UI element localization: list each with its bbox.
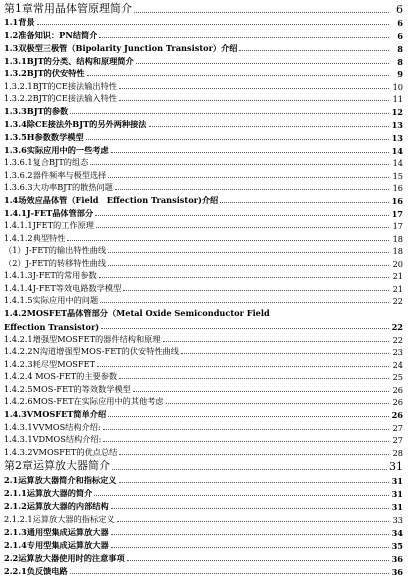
toc-entry[interactable] [4,169,403,181]
toc-page-number: 26 [392,385,403,395]
toc-entry[interactable] [4,80,403,92]
toc-entry-text: 1.3.5H参数数学模型 [4,132,84,142]
toc-entry[interactable] [4,144,403,156]
toc-entry[interactable] [4,526,403,538]
toc-entry[interactable] [4,194,403,206]
toc-entry-text: 第1章常用晶体管原理简介 [4,2,132,15]
toc-entry[interactable] [4,474,403,486]
toc-dot-leader [115,189,389,190]
toc-page-number: 17 [392,221,403,231]
toc-entry[interactable] [4,446,403,458]
toc-entry-text: 1.4.3.1VDMOS结构介绍: [4,434,102,444]
toc-page-number: 26 [391,410,403,420]
toc-page-number: 31 [389,460,403,473]
toc-dot-leader [99,37,389,38]
toc-dot-leader [136,63,389,64]
toc-dot-leader [123,290,389,291]
toc-entry[interactable] [4,421,403,433]
toc-entry[interactable] [4,358,403,370]
toc-entry-text: 1.3.6.3大功率BJT的散热问题 [4,182,113,192]
toc-dot-leader [220,202,389,203]
toc-entry[interactable] [4,433,403,445]
toc-page-number: 31 [391,502,403,512]
toc-entry[interactable] [4,29,403,41]
toc-entry-text: 2.1.3通用型集成运算放大器 [4,527,109,537]
toc-entry[interactable] [4,459,403,473]
toc-dot-leader [70,113,389,114]
toc-page-number: 6 [396,3,403,16]
toc-page-number: 25 [392,372,403,382]
toc-entry[interactable] [4,370,403,382]
toc-entry[interactable] [4,16,403,28]
toc-entry-text: 1.3.3BJT的参数 [4,106,69,116]
toc-page-number: 8 [397,57,403,67]
toc-entry-text: 1.4.1.4J-FET等效电路数学模型 [4,283,122,293]
toc-page-number: 36 [391,567,403,577]
toc-page-number: 13 [391,133,403,143]
toc-page-number: 22 [392,335,403,345]
toc-entry[interactable] [4,244,403,256]
toc-page-number: 31 [391,476,403,486]
toc-page-number: 18 [392,246,403,256]
toc-dot-leader [103,441,389,442]
toc-entry-text: 1.2准备知识：PN结简介 [4,30,98,40]
toc-page-number: 17 [391,209,403,219]
toc-page-number: 18 [392,234,403,244]
toc-dot-leader [101,328,389,329]
toc-entry-text: 第2章运算放大器简介 [4,459,110,472]
toc-page-number: 21 [392,284,403,294]
toc-entry-text: 1.3双极型三极管（Bipolarity Junction Transistor）介绍 [4,43,238,53]
toc-entry[interactable] [4,383,403,395]
toc-page-number: 22 [391,322,403,332]
toc-page-number: 27 [392,423,403,433]
toc-page-number: 20 [392,259,403,269]
toc-entry-text: 1.4.2.2N沟道增强型MOS-FET的伏安特性曲线 [4,346,179,356]
toc-entry[interactable] [4,2,403,16]
toc-entry[interactable] [4,219,403,231]
toc-dot-leader [181,353,389,354]
toc-entry-text: 1.3.1BJT的分类、结构和原理简介 [4,56,134,66]
toc-entry-text: 1.4.3VMOSFET简单介绍 [4,409,107,419]
toc-entry[interactable] [4,320,403,332]
toc-entry-text: 2.2运算放大器使用时的注意事项 [4,553,125,563]
toc-page-number: 36 [391,554,403,564]
toc-entry-text: 1.3.6.1复合BJT的组态 [4,157,89,167]
toc-entry[interactable] [4,156,403,168]
toc-dot-leader [117,521,389,522]
toc-entry[interactable] [4,500,403,512]
toc-entry-text: 2.1.1运算放大器的简介 [4,488,93,498]
toc-entry[interactable] [4,282,403,294]
toc-page-number: 24 [392,360,403,370]
toc-page-number: 12 [391,107,403,117]
toc-entry-text: （1）J-FET的输出特性曲线 [4,245,107,255]
toc-page-number: 6 [397,18,403,28]
toc-dot-leader [119,88,389,89]
toc-dot-leader [149,126,390,127]
toc-dot-leader [67,240,389,241]
toc-dot-leader [100,302,389,303]
toc-entry[interactable] [4,565,403,577]
toc-entry[interactable] [4,333,403,345]
toc-entry-text: 2.1.4专用型集成运算放大器 [4,540,109,550]
toc-entry-text: 1.3.2.2BJT的CE接法输入特性 [4,93,117,103]
toc-dot-leader [134,12,389,13]
toc-entry-text: 1.4.1.3J-FET的常用参数 [4,270,97,280]
toc-entry[interactable] [4,487,403,499]
toc-entry-text: 1.4.2.4 MOS-FET的主要参数 [4,371,118,381]
toc-dot-leader [133,391,389,392]
toc-entry[interactable] [4,294,403,306]
toc-dot-leader [108,177,389,178]
toc-dot-leader [119,482,390,483]
toc-dot-leader [108,252,389,253]
toc-page-number: 31 [391,489,403,499]
toc-entry[interactable] [4,55,403,67]
toc-entry-text: 1.4.2MOSFET晶体管部分（Metal Oxide Semiconductor Field [4,308,270,318]
toc-page-number: 35 [391,541,403,551]
toc-entry[interactable] [4,181,403,193]
toc-entry-text: （2）J-FET的转移特性曲线 [4,258,107,268]
toc-dot-leader [239,50,389,51]
toc-dot-leader [95,215,389,216]
toc-page-number: 26 [392,397,403,407]
toc-dot-leader [97,366,389,367]
toc-entry-text: 2.1.2运算放大器的内部结构 [4,501,109,511]
toc-entry-text: 2.1运算放大器简介和指标定义 [4,475,117,485]
toc-dot-leader [103,429,389,430]
toc-entry-text: 1.3.4除CE接法外BJT的另外两种接法 [4,119,147,129]
toc-dot-leader [37,24,389,25]
toc-dot-leader [119,454,389,455]
toc-entry[interactable] [4,408,403,420]
toc-entry[interactable] [4,232,403,244]
toc-page-number: 16 [391,196,403,206]
toc-dot-leader [70,573,389,574]
toc-page-number: 34 [391,528,403,538]
toc-page-number: 14 [392,158,403,168]
toc-entry[interactable] [4,105,403,117]
toc-entry-text: 1.4.3.1VVMOS结构介绍: [4,422,101,432]
toc-entry-text: 1.4.3.2VMOSFET的优点总结 [4,447,118,457]
toc-entry-text: 1.4.2.5MOS-FET的等效数学模型 [4,384,131,394]
toc-page-number: 22 [392,296,403,306]
toc-entry[interactable] [4,131,403,143]
toc-entry-text: 1.3.6.2器件频率与极型选择 [4,170,107,180]
toc-dot-leader [99,277,389,278]
toc-page-number: 14 [391,146,403,156]
toc-entry[interactable] [4,67,403,79]
toc-page-number: 16 [392,183,403,193]
toc-page-number: 27 [392,435,403,445]
toc-entry[interactable] [4,539,403,551]
toc-entry-text: 2.2.1负反馈电路 [4,566,68,576]
toc-dot-leader [111,508,389,509]
toc-dot-leader [86,139,389,140]
toc-entry-text: 1.1背景 [4,17,35,27]
toc-entry-text: 1.3.2BJT的伏安特性 [4,68,85,78]
toc-dot-leader [94,495,389,496]
toc-entry-text: 1.4场效应晶体管（Field Effection Transistor)介绍 [4,195,219,205]
toc-entry-text: Effection Transistor) [4,322,100,332]
toc-page-number: 9 [397,69,403,79]
toc-dot-leader [119,100,389,101]
toc-dot-leader [112,469,387,470]
toc-entry[interactable] [4,257,403,269]
toc-page-number: 33 [392,515,403,525]
toc-entry[interactable] [4,118,403,130]
toc-dot-leader [90,164,389,165]
toc-page-number: 23 [392,347,403,357]
toc-entry[interactable] [4,395,403,407]
toc-entry[interactable] [4,42,403,54]
toc-entry[interactable] [4,513,403,525]
toc-page-number: 10 [392,82,403,92]
toc-entry-text: 1.4.2.1增强型MOSFET的器件结构和原理 [4,334,161,344]
toc-dot-leader [108,265,389,266]
toc-entry-text: 1.4.1J-FET晶体管部分 [4,208,94,218]
toc-dot-leader [119,378,389,379]
toc-entry[interactable] [4,345,403,357]
toc-page-number: 6 [397,31,403,41]
toc-entry[interactable] [4,552,403,564]
toc-page-number: 11 [392,94,403,104]
toc-entry-text: 1.4.2.3耗尽型MOSFET [4,359,96,369]
toc-entry[interactable] [4,269,403,281]
toc-dot-leader [108,416,389,417]
toc-entry-text: 1.4.1.2典型特性 [4,233,66,243]
toc-dot-leader [96,227,389,228]
toc-entry-text: 2.1.2.1运算放大器的指标定义 [4,514,115,524]
toc-entry-text: 1.3.2.1BJT的CE接法输出特性 [4,81,117,91]
toc-dot-leader [163,341,389,342]
toc-dot-leader [166,403,389,404]
toc-entry-text: 1.3.6实际应用中的一些考虑 [4,145,109,155]
toc-dot-leader [111,547,389,548]
toc-dot-leader [87,75,389,76]
toc-dot-leader [127,560,389,561]
toc-entry[interactable] [4,92,403,104]
toc-page-number: 15 [392,171,403,181]
toc-page-number: 8 [397,44,403,54]
toc-entry-text: 1.4.2.6MOS-FET在实际应用中的其他考虑 [4,396,164,406]
toc-entry[interactable] [4,207,403,219]
toc-entry-text: 1.4.1.1JFET的工作原理 [4,220,94,230]
toc-page-number: 21 [392,271,403,281]
toc-dot-leader [111,534,389,535]
toc-page-number: 28 [392,448,403,458]
toc-entry-mosfet-heading-line1[interactable] [4,307,403,319]
toc-dot-leader [111,152,389,153]
toc-entry-text: 1.4.1.5实际应用中的问题 [4,295,99,305]
toc-page-number: 13 [391,120,403,130]
